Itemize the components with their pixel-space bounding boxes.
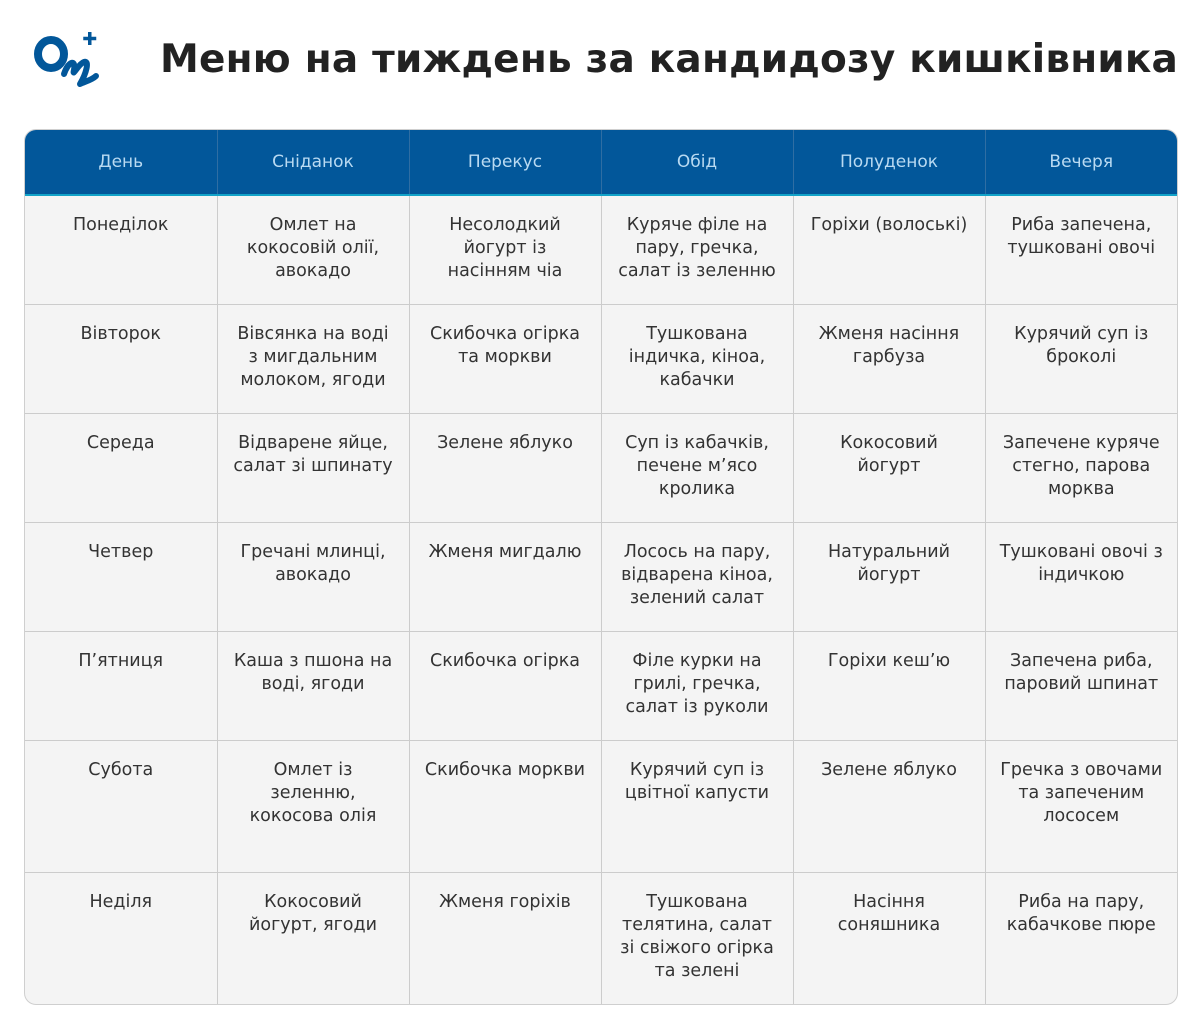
lunch-cell: Курячий суп із цвітної капусти bbox=[601, 741, 793, 873]
afternoon-snack-cell: Зелене яблуко bbox=[793, 741, 985, 873]
table-row bbox=[25, 873, 1177, 1005]
day-cell: Середа bbox=[25, 414, 217, 523]
afternoon-snack-cell: Горіхи кеш’ю bbox=[793, 632, 985, 741]
day-cell: Неділя bbox=[25, 873, 217, 1005]
lunch-cell: Тушкована індичка, кіноа, кабачки bbox=[601, 305, 793, 414]
snack-cell: Зелене яблуко bbox=[409, 414, 601, 523]
snack-cell: Несолодкий йогурт із насінням чіа bbox=[409, 195, 601, 305]
snack-cell: Скибочка огірка bbox=[409, 632, 601, 741]
breakfast-cell: Кокосовий йогурт, ягоди bbox=[217, 873, 409, 1005]
table-row bbox=[25, 305, 1177, 414]
dinner-cell: Риба запечена, тушковані овочі bbox=[985, 195, 1177, 305]
page-header bbox=[0, 0, 1200, 118]
day-cell: Понеділок bbox=[73, 215, 169, 235]
day-cell: Четвер bbox=[25, 523, 217, 632]
lunch-cell: Куряче філе на пару, гречка, салат із зеленню bbox=[601, 195, 793, 305]
table-row bbox=[25, 195, 1177, 305]
lunch-cell: Лосось на пару, відварена кіноа, зелений салат bbox=[601, 523, 793, 632]
breakfast-cell: Відварене яйце, салат зі шпинату bbox=[217, 414, 409, 523]
breakfast-cell: Омлет на кокосовій олії, авокадо bbox=[217, 195, 409, 305]
table-row bbox=[25, 632, 1177, 741]
column-header-lunch: Обід bbox=[601, 130, 793, 195]
column-header-snack: Перекус bbox=[409, 130, 601, 195]
dinner-cell: Риба на пару, кабачкове пюре bbox=[985, 873, 1177, 1005]
table-header-row bbox=[25, 130, 1177, 195]
lunch-cell: Суп із кабачків, печене м’ясо кролика bbox=[601, 414, 793, 523]
snack-cell: Жменя горіхів bbox=[409, 873, 601, 1005]
page-title: Меню на тиждень за кандидозу кишківника bbox=[160, 37, 1179, 82]
logo-icon bbox=[34, 30, 104, 92]
breakfast-cell: Гречані млинці, авокадо bbox=[217, 523, 409, 632]
breakfast-cell: Вівсянка на воді з мигдальним молоком, ягоди bbox=[217, 305, 409, 414]
breakfast-cell: Каша з пшона на воді, ягоди bbox=[217, 632, 409, 741]
day-cell: П’ятниця bbox=[25, 632, 217, 741]
column-header-afternoon-snack: Полуденок bbox=[793, 130, 985, 195]
snack-cell: Жменя мигдалю bbox=[409, 523, 601, 632]
snack-cell: Скибочка моркви bbox=[409, 741, 601, 873]
afternoon-snack-cell: Насіння соняшника bbox=[793, 873, 985, 1005]
afternoon-snack-cell: Жменя насіння гарбуза bbox=[793, 305, 985, 414]
day-cell: Субота bbox=[25, 741, 217, 873]
snack-cell: Скибочка огірка та моркви bbox=[409, 305, 601, 414]
lunch-cell: Тушкована телятина, салат зі свіжого огірка та зелені bbox=[601, 873, 793, 1005]
breakfast-cell: Омлет із зеленню, кокосова олія bbox=[217, 741, 409, 873]
column-header-dinner: Вечеря bbox=[985, 130, 1177, 195]
lunch-cell: Філе курки на грилі, гречка, салат із руколи bbox=[601, 632, 793, 741]
day-cell: Вівторок bbox=[25, 305, 217, 414]
table-row bbox=[25, 523, 1177, 632]
afternoon-snack-cell: Горіхи (волоські) bbox=[793, 195, 985, 305]
column-header-day: День bbox=[25, 130, 217, 195]
dinner-cell: Запечене куряче стегно, парова морква bbox=[985, 414, 1177, 523]
dinner-cell: Курячий суп із броколі bbox=[985, 305, 1177, 414]
table-row bbox=[25, 414, 1177, 523]
weekly-menu-table bbox=[24, 129, 1178, 1005]
dinner-cell: Тушковані овочі з індичкою bbox=[985, 523, 1177, 632]
column-header-breakfast: Сніданок bbox=[217, 130, 409, 195]
afternoon-snack-cell: Натуральний йогурт bbox=[793, 523, 985, 632]
dinner-cell: Запечена риба, паровий шпинат bbox=[985, 632, 1177, 741]
table-row bbox=[25, 741, 1177, 873]
afternoon-snack-cell: Кокосовий йогурт bbox=[793, 414, 985, 523]
dinner-cell: Гречка з овочами та запеченим лососем bbox=[985, 741, 1177, 873]
